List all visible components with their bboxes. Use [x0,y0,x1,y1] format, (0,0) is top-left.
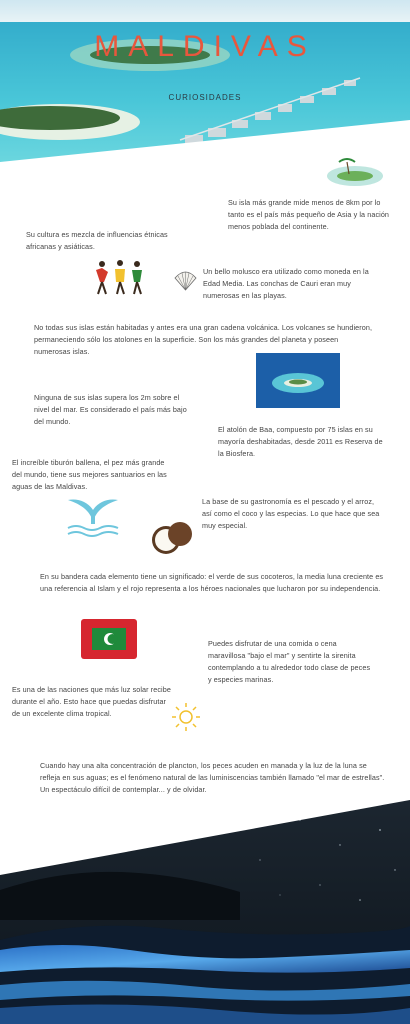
sun-icon [170,701,202,733]
fact-7: El increíble tiburón ballena, el pez más grande del mundo, tiene sus mejores santuarios en las aguas de las Maldivas. [12,458,167,491]
fact-9: En su bandera cada elemento tiene un significado: el verde de sus cocoteros, la media luna creciente es una referencia al Islam y el rojo representa a los héroes nacionales que lucharon por su independencia. [40,572,384,593]
fact-8: La base de su gastronomía es el pescado y el arroz, así como el coco y las especias. Lo que hace que sea muy especial. [202,497,380,530]
fact-12: Cuando hay una alta concentración de plancton, los peces acuden en manada y la luz de la luna se refleja en sus aguas; es el fenómeno natural de las luminiscencias también llamado "el mar de estrellas". Un espectáculo difícil de contemplar... y de olvidar. [40,761,385,794]
atoll-photo [256,353,340,408]
fact-11: Es una de las naciones que más luz solar recibe durante el año. Esto hace que puedas disfrutar de un excelente clima tropical. [12,685,171,718]
page-subtitle: CURIOSIDADES [168,93,242,102]
fact-5: Ninguna de sus islas supera los 2m sobre el nivel del mar. Es considerado el país más bajo del mundo. [34,393,187,426]
maldives-flag-icon [81,619,137,659]
fact-6: El atolón de Baa, compuesto por 75 islas en su mayoría deshabitadas, desde 2011 es Reserva de la Biosfera. [218,425,383,458]
coconut-icon [150,518,194,558]
page-title: MALDIVAS [94,30,316,63]
fact-3: Un bello molusco era utilizado como moneda en la Edad Media. Las conchas de Cauri eran muy numerosas en las playas. [203,267,369,300]
dancers-icon [90,258,148,296]
island-icon [325,154,385,190]
fact-2: Su cultura es mezcla de influencias étnicas africanas y asiáticas. [26,230,168,251]
fact-4: No todas sus islas están habitadas y antes era una gran cadena volcánica. Los volcanes se hundieron, permaneciendo sólo los atolones en la superficie. Son los más grandes del planeta y poseen numerosas islas. [34,323,373,356]
fact-1: Su isla más grande mide menos de 8km por lo tanto es el país más pequeño de Asia y la nación menos poblada del continente. [228,198,390,231]
whale-tail-icon [64,492,122,540]
fact-10: Puedes disfrutar de una comida o cena maravillosa "bajo el mar" y sentirte la sirenita contemplando a tu alrededor todo clase de peces y especies marinas. [208,639,371,684]
footer-image [0,800,410,1024]
shell-icon [173,268,198,293]
